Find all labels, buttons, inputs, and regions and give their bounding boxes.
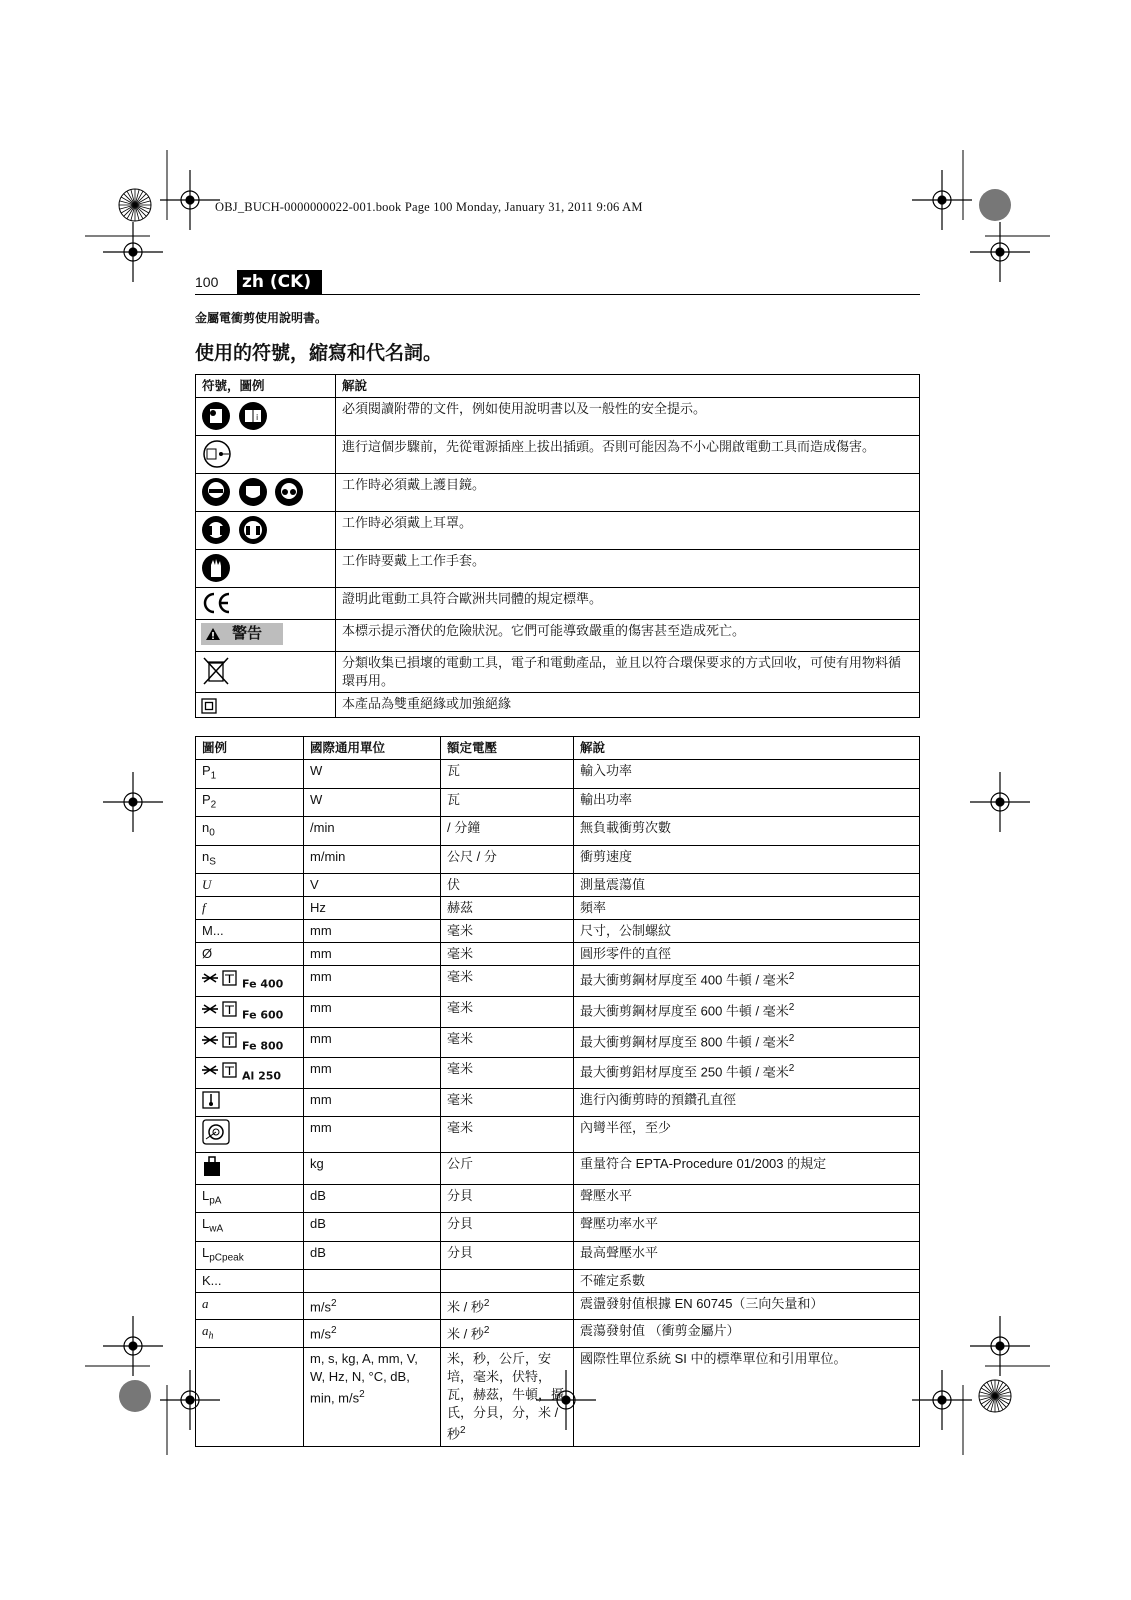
si-unit-cell (304, 920, 441, 943)
rated-unit-cell-text: / 分鐘 (447, 820, 481, 836)
legend-cell (196, 874, 304, 897)
si-unit-cell-text: Hz (310, 900, 326, 916)
description-cell (574, 920, 920, 943)
description-cell-text: 衝剪速度 (580, 848, 633, 864)
description-cell-text: 頻率 (580, 900, 607, 916)
table-row (196, 550, 920, 588)
si-unit-cell-text: mm (310, 1091, 332, 1107)
si-unit-cell-text: kg (310, 1155, 324, 1171)
rated-unit-cell-text: 赫茲 (447, 900, 474, 916)
warning-triangle-icon (205, 627, 221, 641)
safety-glasses-icon (274, 477, 304, 507)
read-instructions-icon (201, 401, 231, 431)
rated-unit-cell-text: 米，秒，公斤，安培，毫米，伏特，瓦，赫茲，牛頓，攝氏，分貝，分，米 / 秒 (447, 1351, 565, 1442)
legend-cell (196, 817, 304, 846)
table-row (196, 1027, 920, 1058)
description-cell (574, 1241, 920, 1270)
gloves-icon (201, 553, 231, 583)
symbol-description: 證明此電動工具符合歐洲共同體的規定標準。 (336, 588, 920, 620)
table-row (196, 1270, 920, 1293)
column-header: 符號，圖例 (196, 375, 336, 398)
table-row (196, 1319, 920, 1348)
rated-unit-cell (441, 874, 574, 897)
rated-unit-cell-superscript: 2 (483, 1324, 490, 1336)
description-cell-text: 重量符合 EPTA-Procedure 01/2003 的規定 (580, 1155, 827, 1171)
table-row (196, 788, 920, 817)
legend-cell (196, 920, 304, 943)
print-header: OBJ_BUCH-0000000022-001.book Page 100 Monday, January 31, 2011 9:06 AM (215, 200, 643, 214)
rated-unit-cell (441, 1319, 574, 1348)
rated-unit-cell-text: 毫米 (447, 1091, 474, 1107)
rated-unit-cell-text: 毫米 (447, 1030, 474, 1046)
rated-unit-cell-text: 毫米 (447, 946, 474, 962)
column-header: 額定電壓 (441, 737, 574, 760)
si-unit-cell (304, 1116, 441, 1152)
symbol-cell (196, 550, 336, 588)
table-row (196, 512, 920, 550)
legend-subscript: h (208, 1330, 214, 1342)
table-row (196, 652, 920, 693)
warning-label: 警告 (232, 625, 263, 642)
si-unit-cell-text: dB (310, 1187, 326, 1203)
legend-symbol: P (202, 763, 211, 778)
rated-unit-cell (441, 760, 574, 789)
si-unit-cell-text: mm (310, 1030, 332, 1046)
description-cell-text: 震盪發射值根據 EN 60745（三向矢量和） (580, 1296, 824, 1312)
face-shield-icon (238, 477, 268, 507)
legend-cell (196, 1213, 304, 1242)
description-cell-text: 最大衝剪鋁材厚度至 250 牛頓 / 毫米 (580, 1064, 789, 1080)
symbol-cell (196, 398, 336, 436)
rated-unit-cell (441, 1027, 574, 1058)
table-row (196, 996, 920, 1027)
si-unit-cell (304, 943, 441, 966)
table-row (196, 817, 920, 846)
description-cell (574, 817, 920, 846)
legend-cell (196, 1319, 304, 1348)
symbol-cell (196, 588, 336, 620)
description-cell (574, 996, 920, 1027)
si-unit-cell (304, 1270, 441, 1293)
description-cell-superscript: 2 (788, 1032, 795, 1044)
symbol-description: 工作時要戴上工作手套。 (336, 550, 920, 588)
table-row (196, 1241, 920, 1270)
goggles-icon (201, 477, 231, 507)
legend-symbol: L (202, 1187, 210, 1203)
description-cell-text: 聲壓功率水平 (580, 1216, 659, 1232)
symbol-description: 工作時必須戴上護目鏡。 (336, 474, 920, 512)
si-unit-cell (304, 760, 441, 789)
symbol-cell (196, 512, 336, 550)
legend-cell (196, 1184, 304, 1213)
description-cell-text: 震蕩發射值 （衝剪金屬片） (580, 1322, 740, 1338)
si-unit-cell (304, 1088, 441, 1116)
rated-unit-cell-text: 分貝 (447, 1244, 474, 1260)
si-unit-cell (304, 1348, 441, 1446)
si-unit-cell-text: dB (310, 1244, 326, 1260)
description-cell-text: 最大衝剪鋼材厚度至 800 牛頓 / 毫米 (580, 1033, 789, 1049)
legend-symbol: f (202, 900, 206, 916)
si-unit-cell-text: m/s (310, 1299, 331, 1315)
units-table-body (196, 760, 920, 1447)
description-cell-superscript: 2 (788, 1001, 795, 1013)
rated-unit-cell-text: 公尺 / 分 (447, 848, 497, 864)
description-cell (574, 1213, 920, 1242)
si-unit-cell (304, 996, 441, 1027)
table-row (196, 897, 920, 920)
weight-icon (202, 1155, 222, 1177)
symbol-description: 工作時必須戴上耳罩。 (336, 512, 920, 550)
legend-cell (196, 1241, 304, 1270)
si-unit-cell-text: mm (310, 999, 332, 1015)
legend-cell (196, 966, 304, 997)
legend-symbol: a (202, 1322, 209, 1338)
description-cell (574, 966, 920, 997)
rated-unit-cell-text: 米 / 秒 (447, 1326, 484, 1342)
si-unit-cell-superscript: 2 (330, 1298, 337, 1310)
si-unit-cell-text: mm (310, 1119, 332, 1135)
symbol-cell (196, 620, 336, 652)
description-cell-text: 聲壓水平 (580, 1187, 633, 1203)
symbol-description: 進行這個步驟前，先從電源插座上拔出插頭。否則可能因為不小心開啟電動工具而造成傷害。 (336, 436, 920, 474)
rated-unit-cell (441, 943, 574, 966)
si-unit-cell-text: m/min (310, 848, 346, 864)
rated-unit-cell-text: 瓦 (447, 791, 461, 807)
legend-symbol: L (202, 1216, 210, 1232)
rated-unit-cell (441, 1348, 574, 1446)
units-table (195, 736, 920, 1447)
symbol-cell (196, 474, 336, 512)
legend-symbol: a (202, 1296, 209, 1312)
legend-cell (196, 1116, 304, 1152)
description-cell (574, 943, 920, 966)
legend-subscript: 2 (210, 799, 217, 811)
legend-subscript: S (209, 856, 216, 868)
description-cell (574, 845, 920, 874)
description-cell (574, 1348, 920, 1446)
legend-symbol: U (202, 877, 212, 893)
rated-unit-cell-text: 瓦 (447, 763, 461, 778)
si-unit-cell-text: m, s, kg, A, mm, V, W, Hz, N, °C, dB, min, m/s (310, 1351, 418, 1406)
si-unit-cell-superscript: 2 (330, 1324, 337, 1336)
legend-symbol: M... (202, 923, 224, 939)
material-label: Fe 600 (242, 1008, 284, 1022)
si-unit-cell-text: mm (310, 923, 332, 939)
rated-unit-cell (441, 897, 574, 920)
si-unit-cell (304, 1058, 441, 1089)
rated-unit-cell-text: 毫米 (447, 1119, 474, 1135)
rated-unit-cell-superscript: 2 (460, 1425, 466, 1437)
material-label: Fe 800 (242, 1039, 284, 1053)
table-row (196, 1058, 920, 1089)
column-header: 解說 (336, 375, 920, 398)
rated-unit-cell (441, 1184, 574, 1213)
table-row (196, 620, 920, 652)
rated-unit-cell (441, 996, 574, 1027)
description-cell-superscript: 2 (788, 1063, 795, 1075)
si-unit-cell (304, 1319, 441, 1348)
svg-text:i: i (255, 413, 258, 422)
si-unit-cell-text: mm (310, 969, 332, 985)
description-cell-text: 最大衝剪鋼材厚度至 400 牛頓 / 毫米 (580, 972, 789, 988)
rated-unit-cell (441, 1152, 574, 1184)
description-cell (574, 874, 920, 897)
table-row (196, 1293, 920, 1319)
description-cell (574, 1319, 920, 1348)
table-row (196, 1184, 920, 1213)
description-cell (574, 897, 920, 920)
description-cell-text: 輸入功率 (580, 763, 633, 778)
rated-unit-cell (441, 1088, 574, 1116)
rated-unit-cell (441, 845, 574, 874)
description-cell-text: 最高聲壓水平 (580, 1244, 659, 1260)
unplug-icon (201, 439, 233, 469)
rated-unit-cell-text: 毫米 (447, 923, 474, 939)
si-unit-cell (304, 1152, 441, 1184)
si-unit-cell (304, 788, 441, 817)
punch-thickness-icon (202, 999, 242, 1019)
manual-title: 金屬電衝剪使用說明書。 (195, 311, 328, 325)
si-unit-cell (304, 817, 441, 846)
description-cell-text: 不確定系數 (580, 1273, 646, 1289)
legend-cell (196, 943, 304, 966)
table-row (196, 845, 920, 874)
punch-thickness-icon (202, 968, 242, 988)
legend-symbol: Ø (202, 946, 213, 962)
rated-unit-cell-text: 分貝 (447, 1216, 474, 1232)
symbol-description: 本標示提示潛伏的危險狀況。它們可能導致嚴重的傷害甚至造成死亡。 (336, 620, 920, 652)
table-row (196, 874, 920, 897)
table-row (196, 474, 920, 512)
table-header-row (196, 737, 920, 760)
ear-protection-icon (238, 515, 268, 545)
si-unit-cell (304, 1027, 441, 1058)
page-number: 100 (195, 274, 219, 290)
si-unit-cell-text: W (310, 763, 323, 778)
legend-symbol: n (202, 820, 210, 836)
table-header-row (196, 375, 920, 398)
ce-mark-icon (201, 591, 233, 615)
rated-unit-cell (441, 1058, 574, 1089)
rated-unit-cell (441, 1293, 574, 1319)
si-unit-cell-text: V (310, 877, 319, 893)
legend-subscript: wA (209, 1223, 224, 1235)
table-row (196, 1348, 920, 1446)
header-rule (195, 294, 920, 295)
rated-unit-cell-text: 伏 (447, 877, 461, 893)
legend-symbol: L (202, 1244, 210, 1260)
legend-cell (196, 996, 304, 1027)
pre-drill-icon (202, 1091, 220, 1109)
legend-cell (196, 1293, 304, 1319)
rated-unit-cell-text: 公斤 (447, 1155, 474, 1171)
description-cell (574, 788, 920, 817)
rated-unit-cell-text: 毫米 (447, 1061, 474, 1077)
punch-thickness-icon (202, 1060, 242, 1080)
si-unit-cell (304, 966, 441, 997)
legend-cell (196, 897, 304, 920)
rated-unit-cell (441, 1241, 574, 1270)
rated-unit-cell (441, 817, 574, 846)
description-cell (574, 1184, 920, 1213)
legend-cell (196, 1088, 304, 1116)
legend-cell (196, 1027, 304, 1058)
si-unit-cell (304, 874, 441, 897)
si-unit-cell-superscript: 2 (359, 1389, 365, 1401)
symbol-description: 本產品為雙重絕緣或加強絕緣 (336, 693, 920, 718)
rated-unit-cell-text: 米 / 秒 (447, 1299, 484, 1315)
table-row (196, 920, 920, 943)
legend-cell (196, 845, 304, 874)
description-cell (574, 1116, 920, 1152)
symbol-description: 必須閱讀附帶的文件，例如使用說明書以及一般性的安全提示。 (336, 398, 920, 436)
legend-cell (196, 1058, 304, 1089)
rated-unit-cell (441, 1213, 574, 1242)
symbol-cell (196, 693, 336, 718)
crossed-bin-icon (201, 655, 231, 687)
material-label: Fe 400 (242, 977, 284, 991)
si-unit-cell (304, 897, 441, 920)
legend-cell (196, 1270, 304, 1293)
rated-unit-cell-text: 分貝 (447, 1187, 474, 1203)
column-header: 國際通用單位 (304, 737, 441, 760)
ear-muffs-icon (201, 515, 231, 545)
si-unit-cell (304, 845, 441, 874)
table-row (196, 1213, 920, 1242)
description-cell (574, 1088, 920, 1116)
warning-badge (201, 623, 283, 645)
description-cell (574, 1058, 920, 1089)
description-cell-text: 圓形零件的直徑 (580, 946, 672, 962)
table-row (196, 943, 920, 966)
description-cell (574, 1293, 920, 1319)
legend-cell (196, 788, 304, 817)
material-label: Al 250 (242, 1069, 282, 1083)
symbols-table (195, 374, 920, 718)
description-cell-text: 無負載衝剪次數 (580, 820, 672, 836)
double-insulation-icon (201, 698, 217, 714)
si-unit-cell (304, 1184, 441, 1213)
description-cell-text: 最大衝剪鋼材厚度至 600 牛頓 / 毫米 (580, 1003, 789, 1019)
description-cell-text: 尺寸，公制螺紋 (580, 923, 672, 939)
table-row (196, 436, 920, 474)
rated-unit-cell-text: 毫米 (447, 969, 474, 985)
description-cell (574, 1270, 920, 1293)
rated-unit-cell (441, 1116, 574, 1152)
rated-unit-cell-text: 毫米 (447, 999, 474, 1015)
si-unit-cell-text: dB (310, 1216, 326, 1232)
table-row (196, 966, 920, 997)
symbol-description: 分類收集已損壞的電動工具，電子和電動產品，並且以符合環保要求的方式回收，可使有用物料循環再用。 (336, 652, 920, 693)
table-row (196, 1152, 920, 1184)
legend-subscript: pA (209, 1195, 222, 1207)
legend-symbol: K... (202, 1273, 222, 1289)
bend-radius-icon (202, 1119, 230, 1145)
si-unit-cell-text: mm (310, 1061, 332, 1077)
legend-cell (196, 1152, 304, 1184)
si-unit-cell-text: /min (310, 820, 335, 836)
legend-subscript: 1 (210, 770, 217, 782)
table-row (196, 693, 920, 718)
si-unit-cell (304, 1213, 441, 1242)
si-unit-cell-text: m/s (310, 1326, 331, 1342)
legend-subscript: 0 (209, 827, 215, 839)
table-row (196, 398, 920, 436)
legend-cell (196, 1348, 304, 1446)
table-row (196, 760, 920, 789)
symbol-cell (196, 652, 336, 693)
description-cell-text: 測量震蕩值 (580, 877, 646, 893)
description-cell (574, 1152, 920, 1184)
rated-unit-cell (441, 1270, 574, 1293)
punch-thickness-icon (202, 1030, 242, 1050)
si-unit-cell (304, 1293, 441, 1319)
description-cell-text: 內彎半徑，至少 (580, 1119, 672, 1135)
description-cell-text: 輸出功率 (580, 791, 633, 807)
description-cell-text: 進行內衝剪時的預鑽孔直徑 (580, 1091, 737, 1107)
si-unit-cell-text: mm (310, 946, 332, 962)
legend-symbol: n (202, 848, 210, 864)
language-badge: zh (CK) (237, 270, 322, 294)
description-cell-text: 國際性單位系統 SI 中的標準單位和引用單位。 (580, 1351, 847, 1367)
info-manual-icon (238, 401, 268, 431)
table-row (196, 1088, 920, 1116)
description-cell-superscript: 2 (788, 971, 795, 983)
si-unit-cell (304, 1241, 441, 1270)
legend-symbol: P (202, 791, 211, 807)
symbol-cell (196, 436, 336, 474)
section-heading: 使用的符號，縮寫和代名詞。 (195, 342, 443, 364)
rated-unit-cell-superscript: 2 (483, 1298, 490, 1310)
table-row (196, 1116, 920, 1152)
description-cell (574, 1027, 920, 1058)
legend-subscript: pCpeak (209, 1252, 244, 1264)
column-header: 解說 (574, 737, 920, 760)
column-header: 圖例 (196, 737, 304, 760)
si-unit-cell-text: W (310, 791, 323, 807)
description-cell (574, 760, 920, 789)
rated-unit-cell (441, 920, 574, 943)
rated-unit-cell (441, 966, 574, 997)
rated-unit-cell (441, 788, 574, 817)
table-row (196, 588, 920, 620)
legend-cell (196, 760, 304, 789)
